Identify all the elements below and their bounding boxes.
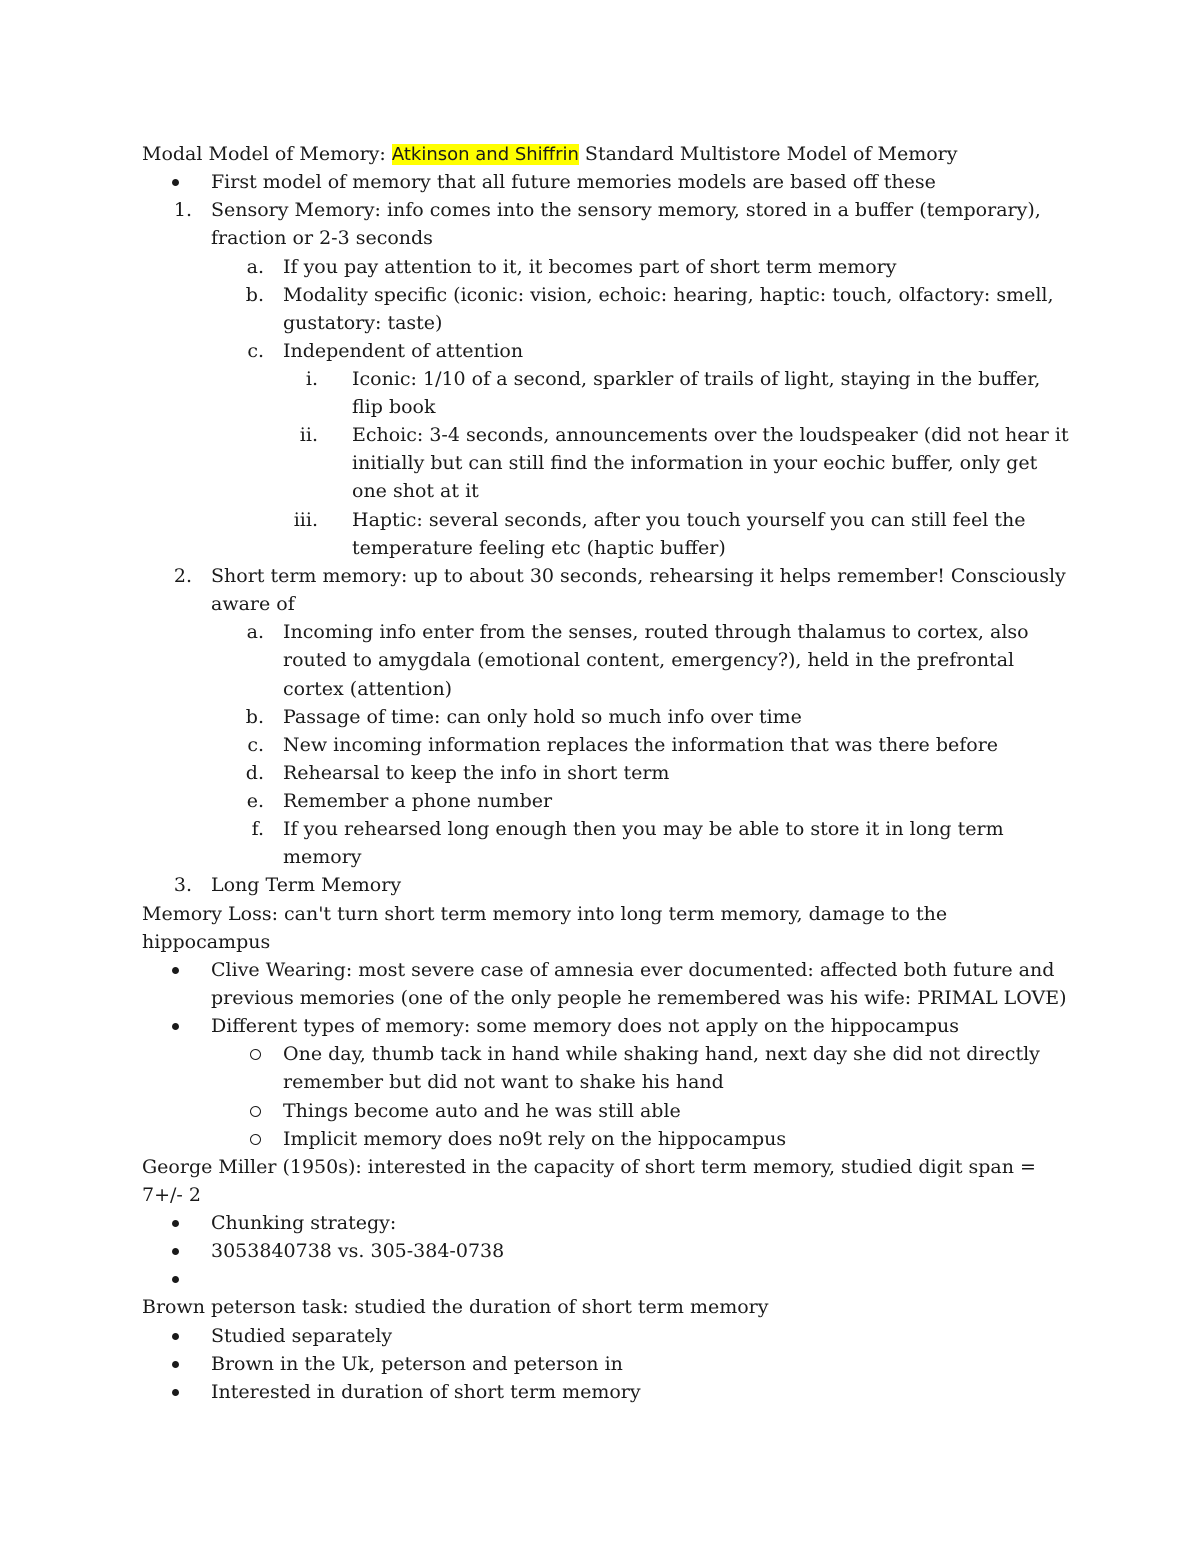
list-item: Independent of attention [283, 340, 524, 362]
list-marker: a. [246, 256, 264, 278]
circle-bullet-icon [250, 1040, 261, 1068]
list-marker: 3. [173, 874, 192, 896]
list-item: Different types of memory: some memory does not apply on the hippocampus [211, 1015, 959, 1037]
bullet-icon [172, 1322, 179, 1350]
list-item: Iconic: 1/10 of a second, sparkler of trails of light, staying in the buffer, [352, 368, 1041, 390]
list-item-continued: initially but can still find the information in your eochic buffer, only get [352, 452, 1038, 474]
list-item-continued: memory [283, 846, 362, 868]
list-item-continued: flip book [352, 396, 436, 418]
list-marker: d. [245, 762, 264, 784]
list-item: Incoming info enter from the senses, routed through thalamus to cortex, also [283, 621, 1029, 643]
bullet-icon [172, 956, 179, 984]
list-item: Haptic: several seconds, after you touch yourself you can still feel the [352, 509, 1026, 531]
bullet-icon [172, 168, 179, 196]
list-item: Modality specific (iconic: vision, echoic: hearing, haptic: touch, olfactory: smell, [283, 284, 1054, 306]
list-item-continued: fraction or 2-3 seconds [211, 227, 433, 249]
list-item: If you pay attention to it, it becomes part of short term memory [283, 256, 897, 278]
circle-bullet-icon [250, 1097, 261, 1125]
list-marker: c. [247, 340, 264, 362]
list-item: Remember a phone number [283, 790, 553, 812]
list-item-continued: routed to amygdala (emotional content, emergency?), held in the prefrontal [283, 649, 1015, 671]
bullet-icon [172, 1378, 179, 1406]
bullet-icon [172, 1012, 179, 1040]
list-marker: b. [245, 284, 264, 306]
list-item: First model of memory that all future memories models are based off these [211, 171, 936, 193]
list-marker: iii. [293, 509, 318, 531]
list-item: Implicit memory does no9t rely on the hippocampus [283, 1128, 787, 1150]
list-marker: a. [246, 621, 264, 643]
list-item: Brown in the Uk, peterson and peterson in [211, 1353, 623, 1375]
bullet-icon [172, 1237, 179, 1265]
bullet-icon [172, 1209, 179, 1237]
list-item-continued: aware of [211, 593, 295, 615]
title-highlight: Atkinson and Shiffrin [391, 144, 579, 165]
bullet-icon [172, 1265, 179, 1293]
list-marker: e. [246, 790, 264, 812]
list-item: Passage of time: can only hold so much info over time [283, 706, 802, 728]
paragraph-continued: hippocampus [142, 931, 271, 953]
list-item-continued: gustatory: taste) [283, 312, 443, 334]
paragraph: George Miller (1950s): interested in the capacity of short term memory, studied digit span = [142, 1156, 1036, 1178]
list-marker: b. [245, 706, 264, 728]
list-marker: 1. [173, 199, 192, 221]
list-marker: ii. [299, 424, 318, 446]
list-item: Chunking strategy: [211, 1212, 397, 1234]
bullet-icon [172, 1350, 179, 1378]
paragraph-continued: 7+/- 2 [142, 1184, 201, 1206]
list-item-continued: remember but did not want to shake his hand [283, 1071, 724, 1093]
list-item: Echoic: 3-4 seconds, announcements over the loudspeaker (did not hear it [352, 424, 1069, 446]
list-item-continued: previous memories (one of the only people he remembered was his wife: PRIMAL LOVE) [211, 987, 1067, 1009]
list-item: Rehearsal to keep the info in short term [283, 762, 670, 784]
list-item: New incoming information replaces the information that was there before [283, 734, 999, 756]
list-item: Things become auto and he was still able [283, 1100, 681, 1122]
list-item: If you rehearsed long enough then you may be able to store it in long term [283, 818, 1004, 840]
list-item: 3053840738 vs. 305-384-0738 [211, 1240, 505, 1262]
document-title: Modal Model of Memory: Atkinson and Shiffrin Standard Multistore Model of Memory [142, 143, 958, 165]
paragraph: Memory Loss: can't turn short term memory into long term memory, damage to the [142, 903, 948, 925]
list-item-continued: cortex (attention) [283, 678, 453, 700]
list-marker: c. [247, 734, 264, 756]
list-item: Short term memory: up to about 30 seconds, rehearsing it helps remember! Consciously [211, 565, 1066, 587]
list-item: Long Term Memory [211, 874, 402, 896]
list-item: Clive Wearing: most severe case of amnesia ever documented: affected both future and [211, 959, 1055, 981]
list-item: One day, thumb tack in hand while shaking hand, next day she did not directly [283, 1043, 1040, 1065]
list-marker: i. [305, 368, 318, 390]
paragraph: Brown peterson task: studied the duration of short term memory [142, 1296, 769, 1318]
list-item: Studied separately [211, 1325, 393, 1347]
list-item: Interested in duration of short term memory [211, 1381, 641, 1403]
list-item-continued: one shot at it [352, 480, 479, 502]
circle-bullet-icon [250, 1125, 261, 1153]
list-marker: f. [251, 818, 264, 840]
list-marker: 2. [173, 565, 192, 587]
list-item-continued: temperature feeling etc (haptic buffer) [352, 537, 726, 559]
list-item: Sensory Memory: info comes into the sensory memory, stored in a buffer (temporary), [211, 199, 1041, 221]
